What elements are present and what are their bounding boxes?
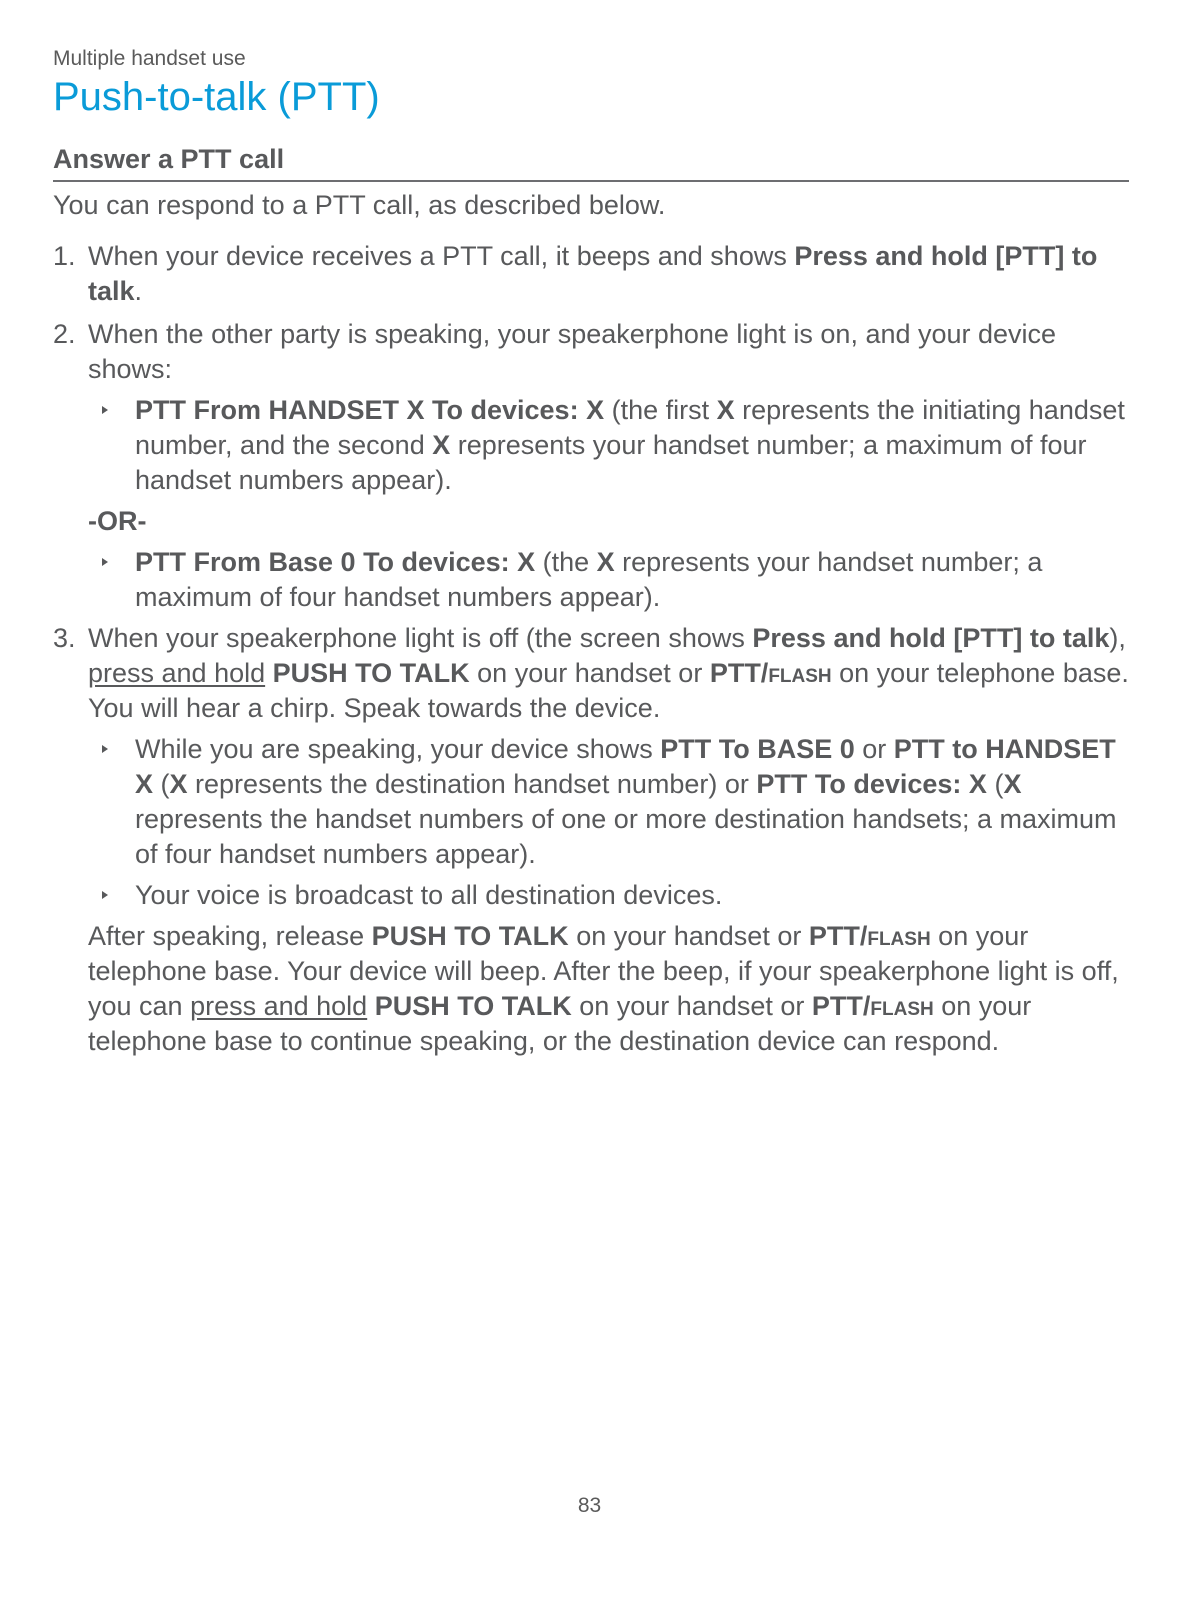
triangle-bullet-icon: [102, 891, 108, 899]
triangle-bullet-icon: [102, 406, 108, 414]
bullet-text: (the: [535, 547, 597, 577]
step-number: 1.: [53, 241, 76, 271]
paragraph-text: on your handset or: [571, 991, 812, 1021]
screen-message: PTT From Base 0 To devices: X: [135, 547, 536, 577]
bullet-list: [88, 393, 1129, 615]
screen-message: PTT From HANDSET X To devices: X: [135, 395, 605, 425]
step-1: [53, 239, 1129, 309]
manual-page: [53, 46, 1129, 1059]
screen-message: PTT To BASE 0: [660, 734, 855, 764]
paragraph-text: on your telephone base to continue speaking, or the destination device can respond.: [88, 991, 1032, 1056]
list-item: [88, 545, 1129, 615]
bullet-text: (: [153, 769, 170, 799]
page-title: Push-to-talk (PTT): [53, 75, 380, 119]
step-text: When your device receives a PTT call, it beeps and shows: [88, 241, 795, 271]
list-item: [88, 393, 1129, 498]
intro-paragraph: You can respond to a PTT call, as described below.: [53, 190, 666, 220]
bullet-text: (the first: [604, 395, 717, 425]
handset-variable: X: [169, 769, 188, 799]
press-and-hold-term: press and hold: [190, 991, 368, 1021]
handset-variable: X: [1003, 769, 1022, 799]
bullet-text: represents the initiating handset number, and the second: [135, 395, 1125, 460]
or-separator: -OR-: [88, 506, 147, 536]
section-heading: Answer a PTT call: [53, 142, 1129, 182]
step-text: When the other party is speaking, your speakerphone light is on, and your device shows:: [88, 319, 1057, 384]
bullet-text: While you are speaking, your device shows: [135, 734, 661, 764]
screen-message: Press and hold [PTT] to talk: [88, 241, 1098, 306]
bullet-text: represents the handset numbers of one or more destination handsets; a maximum of four handset numbers appear).: [135, 804, 1117, 869]
triangle-bullet-icon: [102, 745, 108, 753]
step-3: [53, 621, 1129, 913]
paragraph-text: on your telephone base. Your device will beep. After the beep, if your speakerphone light is off, you can: [88, 921, 1119, 1021]
bullet-text: Your voice is broadcast to all destination devices.: [135, 880, 723, 910]
section-label: Multiple handset use: [53, 47, 246, 70]
handset-variable: X: [432, 430, 451, 460]
handset-variable: X: [596, 547, 615, 577]
key-name: PTT/: [811, 991, 871, 1021]
key-name-smallcaps: flash: [867, 921, 931, 951]
bullet-text: or: [854, 734, 894, 764]
bullet-text: represents the destination handset number) or: [187, 769, 757, 799]
step-number: 2.: [53, 319, 76, 349]
bullet-text: represents your handset number; a maximum of four handset numbers appear).: [135, 430, 1087, 495]
key-name: PTT/: [808, 921, 868, 951]
bullet-list: [88, 732, 1129, 913]
triangle-bullet-icon: [102, 558, 108, 566]
step-number: 3.: [53, 623, 76, 653]
step-text: [265, 658, 273, 688]
list-item: [88, 878, 1129, 913]
key-name: PUSH TO TALK: [272, 658, 470, 688]
paragraph-text: After speaking, release: [88, 921, 372, 951]
list-item: [88, 732, 1129, 872]
paragraph-text: [367, 991, 375, 1021]
paragraph-text: on your handset or: [568, 921, 809, 951]
key-name-smallcaps: flash: [768, 658, 832, 688]
step-text: ),: [1109, 623, 1126, 653]
handset-variable: X: [716, 395, 735, 425]
screen-message: PTT to HANDSET X: [135, 734, 1116, 799]
step-2: [53, 317, 1129, 615]
step-text: on your handset or: [469, 658, 710, 688]
key-name: PUSH TO TALK: [374, 991, 572, 1021]
step-text: .: [134, 276, 143, 306]
bullet-text: (: [986, 769, 1004, 799]
screen-message: Press and hold [PTT] to talk: [752, 623, 1110, 653]
press-and-hold-term: press and hold: [88, 658, 266, 688]
after-speaking-paragraph: [53, 919, 1129, 1059]
key-name: PUSH TO TALK: [371, 921, 569, 951]
screen-message: PTT To devices: X: [756, 769, 987, 799]
key-name-smallcaps: flash: [870, 991, 934, 1021]
step-text: on your telephone base. You will hear a chirp. Speak towards the device.: [88, 658, 1129, 723]
key-name: PTT/: [709, 658, 769, 688]
page-number: 83: [577, 1494, 602, 1517]
bullet-text: represents your handset number; a maximum of four handset numbers appear).: [135, 547, 1043, 612]
step-text: When your speakerphone light is off (the screen shows: [88, 623, 753, 653]
